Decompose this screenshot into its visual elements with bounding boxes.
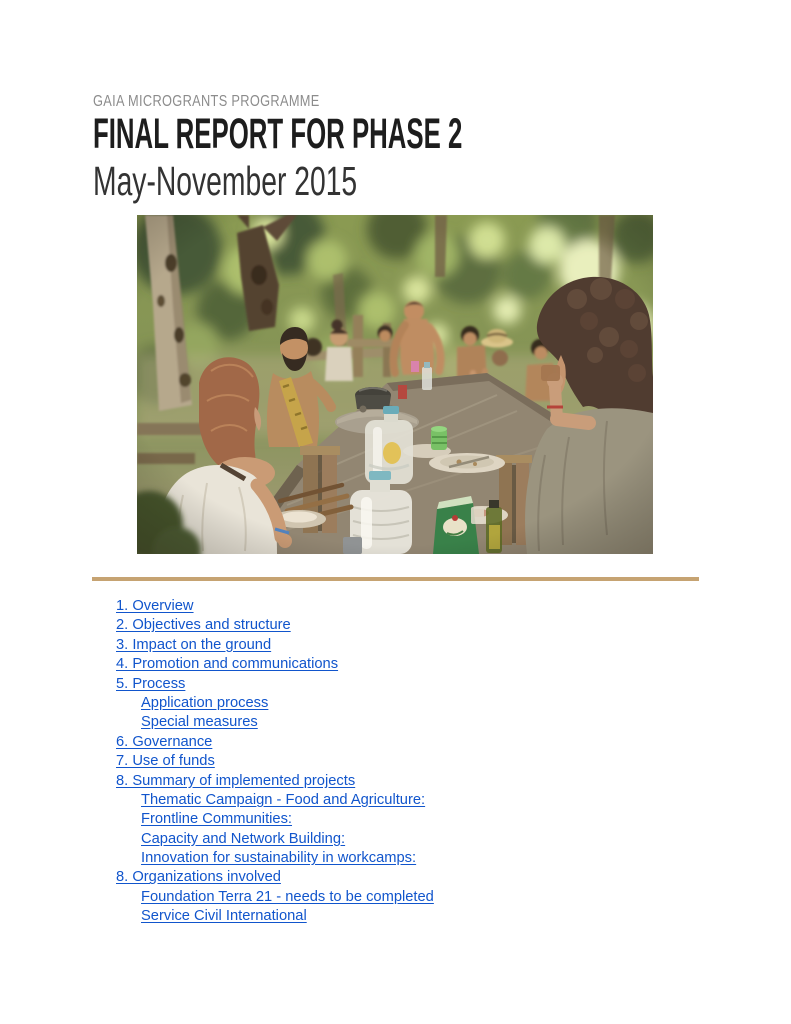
report-cover-photo (137, 215, 653, 554)
toc-link-17[interactable]: Service Civil International (141, 908, 307, 925)
toc-item (0, 636, 791, 655)
table-of-contents (0, 597, 791, 927)
report-title: FINAL REPORT FOR PHASE 2 (93, 110, 463, 158)
cover-photo-illustration (137, 215, 653, 554)
toc-item (0, 616, 791, 635)
toc-item (0, 752, 791, 771)
toc-link-11[interactable]: Thematic Campaign - Food and Agriculture: (141, 791, 426, 808)
toc-link-3[interactable]: 3. Impact on the ground (116, 636, 272, 653)
toc-link-6[interactable]: Application process (141, 694, 269, 711)
toc-link-12[interactable]: Frontline Communities: (141, 811, 293, 828)
toc-link-15[interactable]: 8. Organizations involved (116, 869, 281, 886)
toc-item (0, 849, 791, 868)
toc-item (0, 597, 791, 616)
toc-link-1[interactable]: 1. Overview (116, 598, 194, 614)
toc-item (0, 733, 791, 752)
toc-item (0, 655, 791, 674)
toc-link-13[interactable]: Capacity and Network Building: (141, 830, 346, 847)
toc-item (0, 713, 791, 732)
toc-link-9[interactable]: 7. Use of funds (116, 753, 215, 770)
toc-item (0, 907, 791, 926)
programme-kicker: GAIA MICROGRANTS PROGRAMME (93, 93, 320, 110)
toc-item (0, 830, 791, 849)
section-divider (92, 577, 699, 581)
toc-link-7[interactable]: Special measures (141, 714, 258, 731)
vignette-overlay (137, 215, 653, 554)
toc-link-2[interactable]: 2. Objectives and structure (116, 617, 291, 634)
toc-link-8[interactable]: 6. Governance (116, 733, 213, 750)
toc-item (0, 810, 791, 829)
toc-link-14[interactable]: Innovation for sustainability in workcamps: (141, 850, 417, 867)
toc-item (0, 675, 791, 694)
toc-link-10[interactable]: 8. Summary of implemented projects (116, 772, 356, 789)
toc-item (0, 791, 791, 810)
toc-item (0, 888, 791, 907)
toc-link-4[interactable]: 4. Promotion and communications (116, 656, 339, 673)
report-subtitle: May-November 2015 (93, 158, 358, 204)
toc-item (0, 868, 791, 887)
toc-link-5[interactable]: 5. Process (116, 675, 186, 692)
toc-item (0, 694, 791, 713)
toc-item (0, 772, 791, 791)
toc-link-16[interactable]: Foundation Terra 21 - needs to be completed (141, 888, 434, 905)
